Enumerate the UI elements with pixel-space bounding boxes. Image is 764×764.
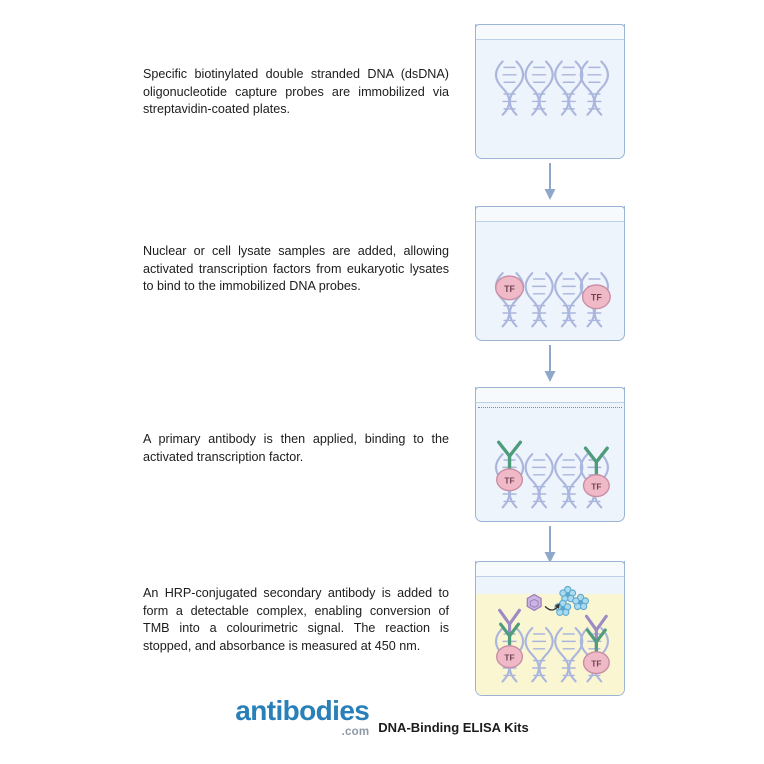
tmb-substrate-icon — [555, 586, 589, 615]
secondary-antibody-tmb-graphic — [476, 561, 624, 694]
well-with-dna-probes — [475, 24, 625, 159]
step-4 — [0, 561, 764, 696]
diagram-caption: DNA-Binding ELISA Kits — [378, 720, 529, 735]
primary-antibody-molecule — [586, 448, 608, 478]
tf-molecule — [496, 276, 524, 300]
hrp-enzyme-icon — [527, 595, 541, 611]
svg-text:TF: TF — [504, 652, 515, 663]
step-1-text: Specific biotinylated double stranded DNA (dsDNA) oligonucleotide capture probes are immobilized via streptavidin-coated plates. — [143, 67, 449, 116]
primary-antibody-graphic — [476, 387, 624, 520]
svg-text:TF: TF — [590, 292, 602, 303]
well-body — [475, 387, 625, 522]
tf-molecule — [584, 475, 610, 497]
well-with-primary-antibody — [475, 387, 625, 522]
well-with-transcription-factors — [475, 206, 625, 341]
well-body — [475, 561, 625, 696]
arrow-step-1-to-2 — [543, 163, 557, 201]
well-body — [475, 24, 625, 159]
arrow-step-2-to-3 — [543, 345, 557, 383]
well-rim — [475, 206, 625, 222]
tf-molecule — [584, 652, 610, 674]
well-rim — [475, 561, 625, 577]
dna-probes-graphic — [476, 24, 624, 157]
logo-wordmark: antibodies — [235, 694, 370, 726]
well-rim — [475, 24, 625, 40]
arrow-step-3-to-4 — [543, 526, 557, 564]
well-with-secondary-antibody-and-tmb — [475, 561, 625, 696]
svg-text:TF: TF — [504, 475, 515, 486]
well-body — [475, 206, 625, 341]
antibodies-logo[interactable] — [235, 694, 370, 739]
footer — [0, 694, 764, 739]
step-2-text: Nuclear or cell lysate samples are added, allowing activated transcription factors from eukaryotic lysates to bind to the immobilized DNA probes. — [143, 244, 449, 293]
svg-text:TF: TF — [504, 283, 515, 294]
tf-molecule — [497, 469, 523, 491]
well-rim — [475, 387, 625, 403]
svg-text:TF: TF — [591, 658, 602, 669]
primary-antibody-molecule — [499, 442, 521, 472]
tf-molecule — [583, 285, 611, 309]
svg-text:TF: TF — [591, 481, 602, 492]
step-3-text: A primary antibody is then applied, binding to the activated transcription factor. — [143, 432, 449, 464]
step-3 — [0, 387, 764, 522]
tf-molecule — [497, 646, 523, 668]
step-4-text: An HRP-conjugated secondary antibody is added to form a detectable complex, enabling conversion of TMB into a colourimetric signal. The reaction is stopped, and absorbance is measured at 450 nm. — [143, 586, 449, 653]
step-1 — [0, 24, 764, 159]
logo-domain-suffix: .com — [341, 725, 370, 738]
step-2 — [0, 206, 764, 341]
tf-binding-graphic — [476, 206, 624, 339]
